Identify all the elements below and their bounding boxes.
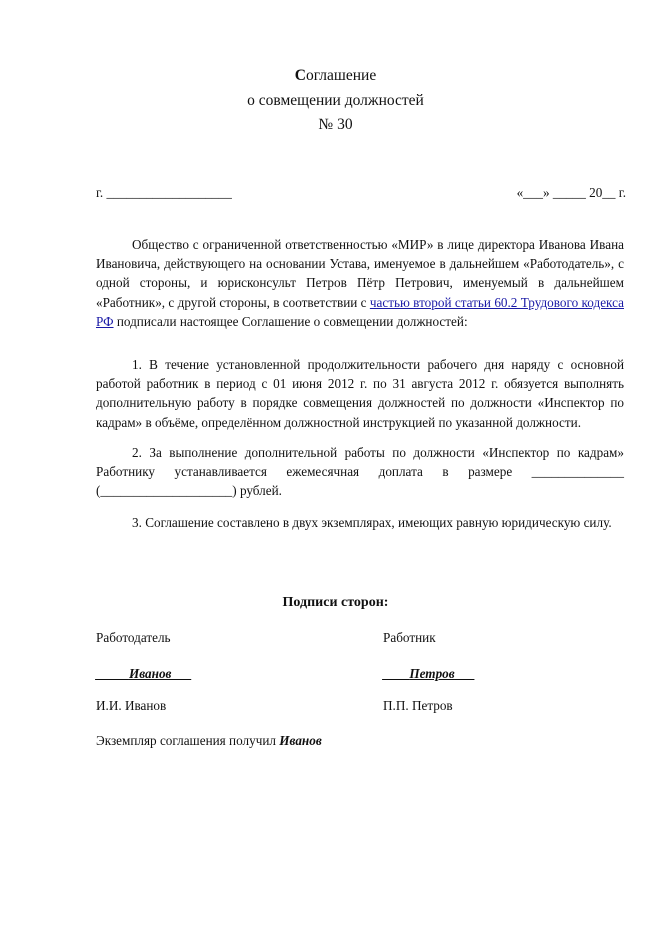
title-rest: оглашение: [305, 67, 377, 84]
intro-text-2: подписали настоящее Соглашение о совмещении должностей:: [113, 313, 468, 329]
labor-code-link[interactable]: частью второй статьи 60.2 Трудового кодекса РФ: [96, 294, 624, 329]
employee-signature-name: Петров: [409, 666, 455, 681]
employer-label: Работодатель: [96, 630, 171, 645]
document-subtitle: о совмещении должностей: [247, 92, 424, 109]
employee-initials: П.П. Петров: [383, 698, 453, 713]
employer-signature: _____Иванов___: [96, 666, 192, 681]
intro-text-1: Общество с ограниченной ответственностью «МИР» в лице директора Иванова Ивана Ивановича, действующего на основании Устава, именуемое в дальнейшем «Работодатель», с одной стороны, и юрисконсульт Петров Пётр Петрович, именуемый в дальнейшем «Работник», с другой стороны, в соответствии с: [96, 237, 624, 310]
copy-received-line: [96, 733, 322, 749]
title-first-letter: С: [294, 67, 306, 84]
intro-paragraph: [96, 235, 624, 331]
employee-label: Работник: [383, 630, 436, 645]
copy-received-text: Экземпляр соглашения получил: [96, 733, 280, 748]
place-field: г. ___________________: [96, 185, 232, 200]
employer-signature-name: Иванов: [128, 666, 172, 681]
date-line: [96, 185, 626, 205]
clause-1: 1. В течение установленной продолжительности рабочего дня наряду с основной работой работник в период с 01 июня 2012 г. по 31 августа 2012 г. обязуется выполнять дополнительную работу в порядке совмещения должностей по должности «Инспектор по кадрам» в объёме, определённом должностной инструкцией по указанной должности.: [96, 357, 624, 430]
employee-signature: ____Петров___: [383, 666, 475, 681]
signatures-title: Подписи сторон:: [282, 595, 389, 610]
clause-2: 2. За выполнение дополнительной работы по должности «Инспектор по кадрам» Работнику устанавливается ежемесячная доплата в размере ______________ (____________________) рублей.: [96, 445, 624, 499]
document-number: № 30: [318, 116, 353, 133]
employer-initials: И.И. Иванов: [96, 698, 167, 713]
copy-received-signature: Иванов: [279, 733, 322, 748]
clause-3: 3. Соглашение составлено в двух экземплярах, имеющих равную юридическую силу.: [132, 515, 612, 530]
document-title: [0, 64, 671, 88]
date-field: «___» _____ 20__ г.: [516, 185, 626, 200]
